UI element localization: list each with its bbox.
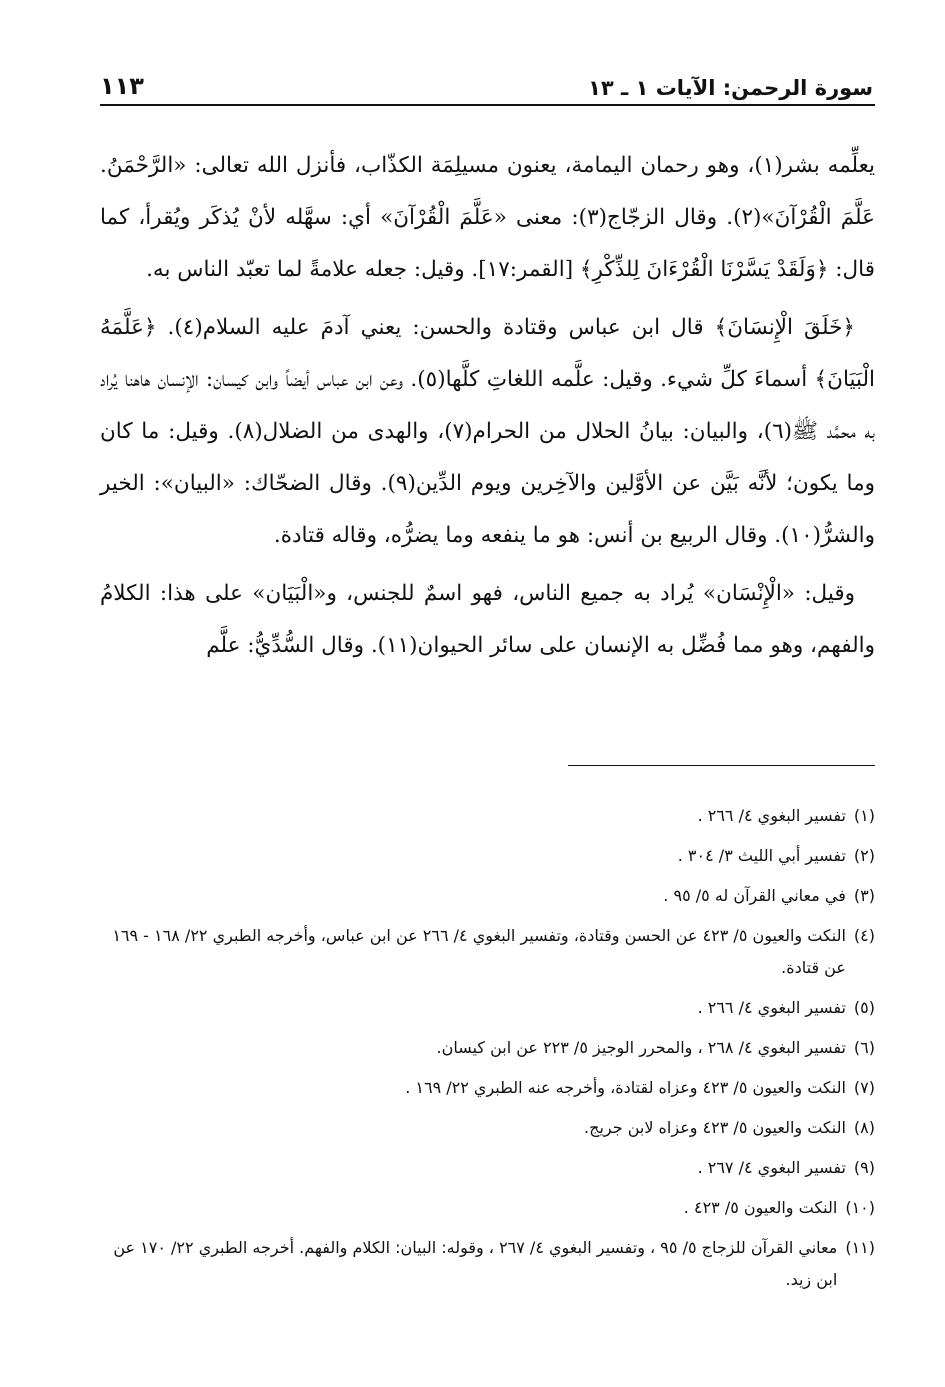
footnote-number: (٤)	[853, 926, 875, 945]
footnote-text: تفسير البغوي ٤/ ٢٦٦ .	[697, 806, 846, 825]
paragraph-1: يعلِّمه بشر(١)، وهو رحمان اليمامة، يعنون مسيلِمَة الكذّاب، فأنزل الله تعالى: «الرَّحْمَنُ. عَلَّمَ الْقُرْآنَ»(٢). وقال الزجّاج(٣): معنى «عَلَّمَ الْقُرْآنَ» أي: سهَّله لأنْ يُذكَر ويُقرأ، كما قال: ﴿وَلَقَدْ يَسَّرْنَا الْقُرْءَانَ لِلذِّكْرِ﴾ [القمر:١٧]. وقيل: جعله علامةً لما تعبّد الناس به.	[100, 153, 876, 282]
running-header	[100, 66, 873, 100]
footnote-text: معاني القرآن للزجاج ٥/ ٩٥ ، وتفسير البغوي ٤/ ٢٦٧ ، وقوله: البيان: الكلام والفهم. أخرجه الطبري ٢٢/ ١٧٠ عن ابن زيد.	[113, 1238, 838, 1289]
footnote-number: (٦)	[853, 1038, 875, 1057]
surah-title: سورة الرحمن: الآيات ١ ـ ١٣	[588, 76, 873, 100]
footnote-number: (١)	[853, 806, 875, 825]
footnote-number: (١١)	[845, 1238, 875, 1257]
footnote-7	[100, 1068, 875, 1108]
footnote-number: (١٠)	[845, 1198, 875, 1217]
footnote-number: (٥)	[853, 998, 875, 1017]
footnote-6	[100, 1028, 875, 1068]
footnote-number: (٨)	[853, 1118, 875, 1137]
footnote-text: تفسير أبي الليث ٣/ ٣٠٤ .	[677, 846, 846, 865]
footnote-9	[100, 1148, 875, 1188]
footnotes	[100, 796, 875, 1300]
footnote-text: النكت والعيون ٥/ ٤٢٣ وعزاه لابن جريج.	[584, 1118, 846, 1137]
footnote-number: (٩)	[853, 1158, 875, 1177]
footnote-number: (٣)	[853, 886, 875, 905]
footnote-10	[100, 1188, 875, 1228]
footnote-5	[100, 988, 875, 1028]
footnote-number: (٢)	[853, 846, 875, 865]
footnote-text: النكت والعيون ٥/ ٤٢٣ وعزاه لقتادة، وأخرجه عنه الطبري ٢٢/ ١٦٩ .	[405, 1078, 846, 1097]
footnote-2	[100, 836, 875, 876]
page-number: ١١٣	[100, 72, 144, 100]
footnote-divider	[568, 765, 875, 766]
footnote-number: (٧)	[853, 1078, 875, 1097]
footnote-text: النكت والعيون ٥/ ٤٢٣ .	[683, 1198, 838, 1217]
paragraph-3: وقيل: «الْإِنْسَان» يُراد به جميع الناس، فهو اسمٌ للجنس، و«الْبَيَان» على هذا: الكلامُ والفهم، وهو مما فُضِّل به الإنسان على سائر الحيوان(١١). وقال السُّدِّيُّ: علَّم	[100, 581, 875, 658]
footnote-3	[100, 876, 875, 916]
header-divider	[100, 104, 875, 106]
footnote-8	[100, 1108, 875, 1148]
paragraph-2: ﴿خَلَقَ الْإِنسَانَ﴾ قال ابن عباس وقتادة والحسن: يعني آدمَ عليه السلام(٤). ﴿عَلَّمَهُ الْبَيَانَ﴾ أسماءَ كلِّ شيء. وقيل: علَّمه اللغاتِ كلَّها(٥). وعن ابن عباس أيضاً وابن كيسان: الإنسان هاهنا يُراد به محمَّد ﷺ(٦)، والبيان: بيانُ الحلال من الحرام(٧)، والهدى من الضلال(٨). وقيل: ما كان وما يكون؛ لأنَّه بَيَّن عن الأوَّلين والآخِرين ويوم الدِّين(٩). وقال الضحّاك: «البيان»: الخير والشرُّ(١٠). وقال الربيع بن أنس: هو ما ينفعه وما يضرُّه، وقاله قتادة.	[100, 315, 875, 548]
footnote-4	[100, 916, 875, 988]
footnote-text: تفسير البغوي ٤/ ٢٦٨ ، والمحرر الوجيز ٥/ ٢٢٣ عن ابن كيسان.	[436, 1038, 846, 1057]
footnote-text: تفسير البغوي ٤/ ٢٦٦ .	[697, 998, 846, 1017]
footnote-text: النكت والعيون ٥/ ٤٢٣ عن الحسن وقتادة، وتفسير البغوي ٤/ ٢٦٦ عن ابن عباس، وأخرجه الطبري ٢٢/ ١٦٨ - ١٦٩ عن قتادة.	[112, 926, 846, 977]
footnote-text: تفسير البغوي ٤/ ٢٦٧ .	[697, 1158, 846, 1177]
footnote-1	[100, 796, 875, 836]
footnote-11	[100, 1228, 875, 1300]
footnote-text: في معاني القرآن له ٥/ ٩٥ .	[663, 886, 846, 905]
main-text	[100, 140, 875, 672]
